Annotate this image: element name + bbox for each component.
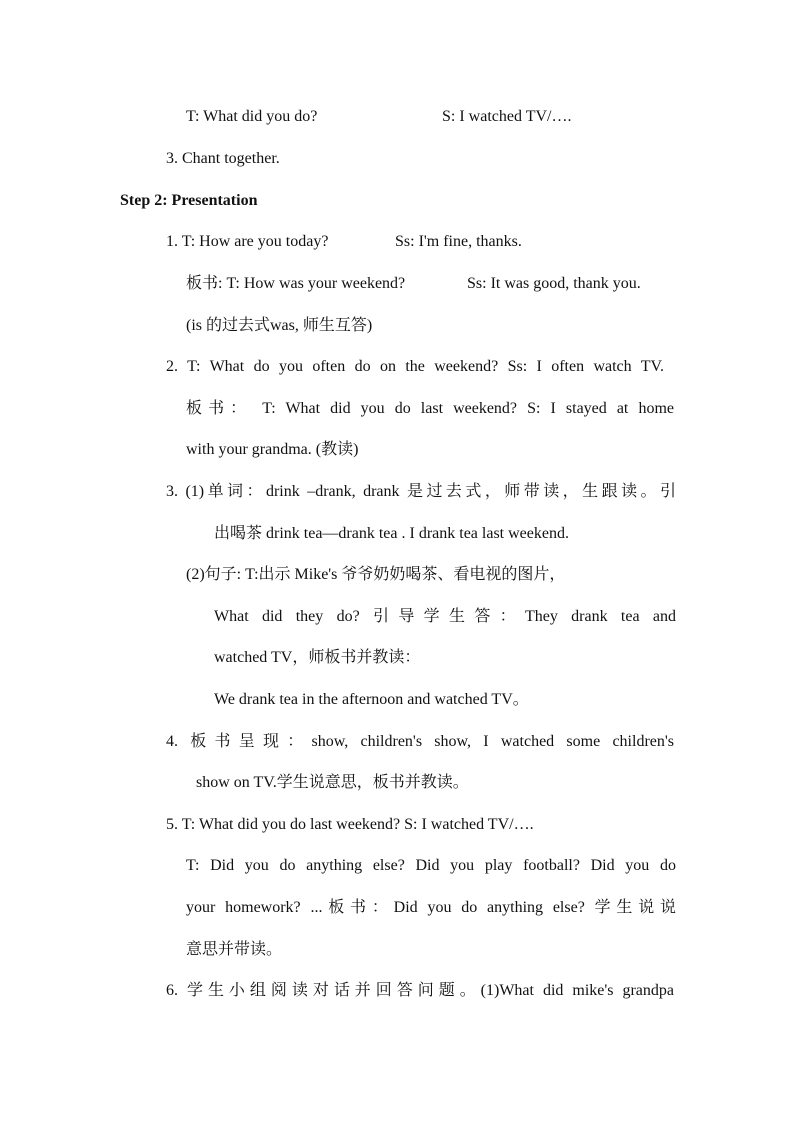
step1-item-3: 3. Chant together. — [166, 150, 280, 167]
item5-line-2: T: Did you do anything else? Did you play football? Did you do — [186, 857, 676, 874]
item1-students: Ss: I'm fine, thanks. — [395, 233, 522, 250]
item3-line-1: 3. (1)单词：drink –drank, drank 是过去式，师带读，生跟读。引 — [166, 483, 676, 500]
item5-line-3: your homework? ...板书：Did you do anything else? 学生说说 — [186, 899, 676, 916]
item2-line-1: 2. T: What do you often do on the weekend? Ss: I often watch TV. — [166, 358, 664, 375]
item5-line-4: 意思并带读。 — [186, 941, 283, 958]
item3-line-5: watched TV，师板书并教读： — [214, 649, 421, 666]
item3-line-6: We drank tea in the afternoon and watched TV。 — [214, 691, 529, 708]
item5-line-1: 5. T: What did you do last weekend? S: I watched TV/…. — [166, 816, 534, 833]
step1-dialog-teacher: T: What did you do? — [186, 108, 318, 125]
item3-line-2: 出喝茶 drink tea—drank tea . I drank tea last weekend. — [214, 525, 569, 542]
item2-line-2: 板书： T: What did you do last weekend? S: I stayed at home — [186, 400, 674, 417]
item1-board-teacher: 板书: T: How was your weekend? — [186, 275, 406, 292]
item2-line-3: with your grandma. (教读) — [186, 441, 359, 458]
item3-line-4: What did they do? 引导学生答：They drank tea and — [214, 608, 676, 625]
item1-teacher: 1. T: How are you today? — [166, 233, 329, 250]
item1-board-students: Ss: It was good, thank you. — [467, 275, 641, 292]
step1-dialog-student: S: I watched TV/…. — [442, 108, 572, 125]
item4-line-2: show on TV.学生说意思，板书并教读。 — [196, 774, 469, 791]
item6-line-1: 6. 学生小组阅读对话并回答问题。(1)What did mike's grandpa — [166, 982, 674, 999]
step2-heading: Step 2: Presentation — [120, 192, 258, 209]
item4-line-1: 4. 板书呈现：show, children's show, I watched some children's — [166, 733, 674, 750]
item1-note: (is 的过去式was, 师生互答) — [186, 317, 373, 334]
item3-line-3: (2)句子: T:出示 Mike's 爷爷奶奶喝茶、看电视的图片， — [186, 566, 566, 583]
